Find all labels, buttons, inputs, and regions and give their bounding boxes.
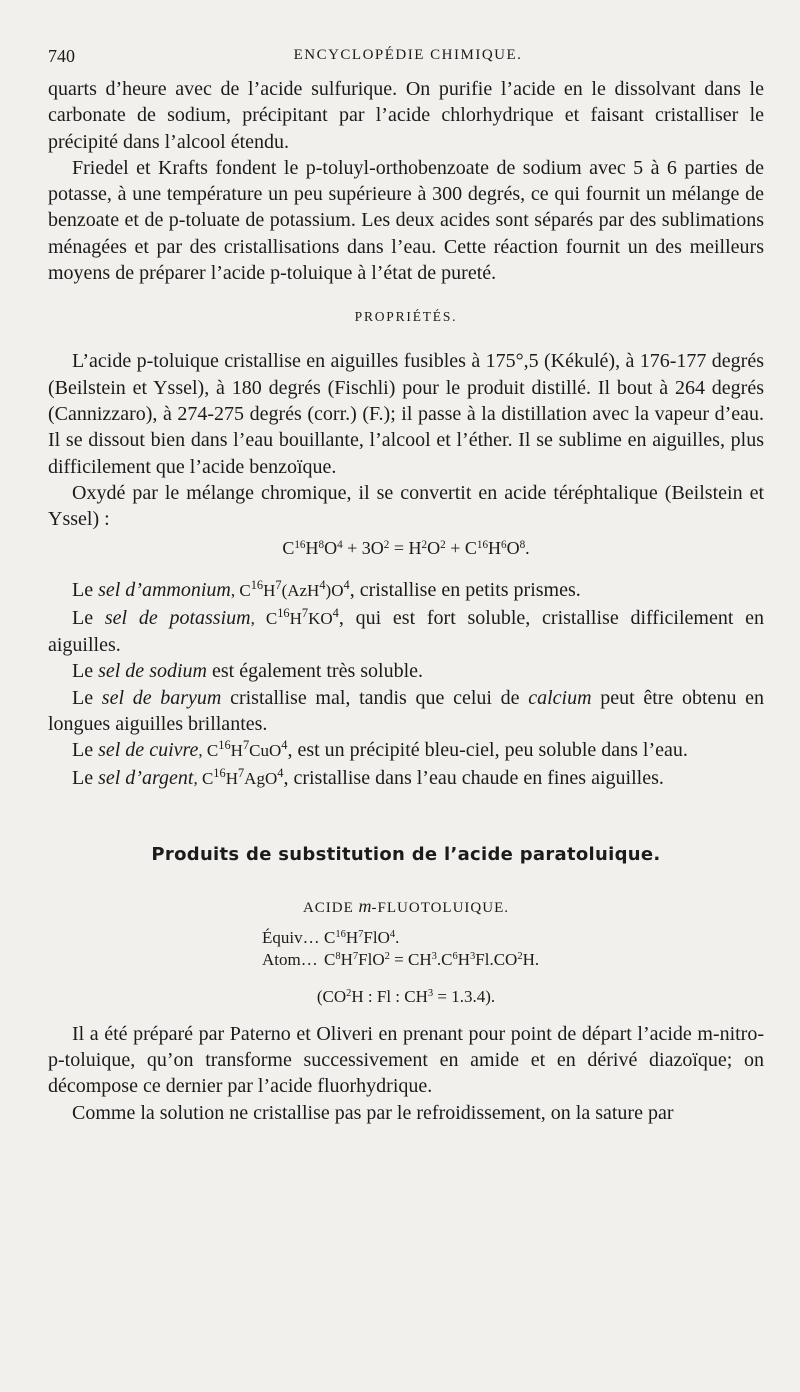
paragraph-sel-argent: Le sel d’argent, $C^{16}H^7AgO^4$, cristallise dans l’eau chaude en fines aiguilles. [72, 765, 664, 789]
paragraph-solution: Comme la solution ne cristallise pas par le refroidissement, on la sature par [72, 1101, 674, 1124]
section-heading-substitution: Produits de substitution de l’acide paratoluique. [151, 843, 661, 865]
text-body [48, 76, 764, 1126]
running-title: ENCYCLOPÉDIE CHIMIQUE. [293, 47, 523, 63]
salt-name: sel de sodium [98, 660, 207, 683]
page-number: 740 [48, 46, 75, 66]
position-ratio: ($CO^2H$ : Fl : $CH^3 = 1.3.4$). [316, 986, 496, 1006]
paragraph-properties: L’acide p-toluique cristallise en aiguilles fusibles à 175°,5 (Kékulé), à 176-177 degrés (Beilstein et Yssel), à 180 degrés (Fischli) pour le produit distillé. Il bout à 264 degrés (Cannizzaro), à 274-275 degrés (corr.) (F.); il passe à la distillation avec la vapeur d’eau. Il se dissout bien dans l’eau bouillante, l’alcool et l’éther. Il se sublime en aiguilles, plus difficilement que l’acide benzoïque. [48, 350, 764, 478]
paragraph-sel-sodium: Le sel de sodium est également très soluble. [72, 660, 424, 683]
paragraph-sel-baryum: Le sel de baryum cristallise mal, tandis que celui de calcium peut être obtenu en longues aiguilles brillantes. [48, 686, 765, 735]
salt-name: sel d’argent [98, 766, 194, 789]
section-heading-proprietes: PROPRIÉTÉS. [354, 309, 458, 325]
paragraph-sel-ammonium: Le sel d’ammonium, $C^{16}H^7(AzH^4)O^4$, cristallise en petits prismes. [72, 578, 581, 602]
running-header [48, 46, 768, 72]
formula-row-atom: Atom… $C^8H^7FlO^2 = CH^3.C^6H^3Fl.CO^2H$. [262, 949, 540, 969]
paragraph-friedel-krafts: Friedel et Krafts fondent le p-toluyl-orthobenzoate de sodium avec 5 à 6 parties de potasse, à une température un peu supérieure à 300 degrés, ce qui fournit un mélange de benzoate et de p-toluate de potassium. Les deux acides sont séparés par des sublimations ménagées et par des cristallisations dans l’eau. Cette réaction fournit un des meilleurs moyens de préparer l’acide p-toluique à l’état de pureté. [48, 156, 764, 285]
paragraph-sel-potassium: Le sel de potassium, $C^{16}H^7KO^4$, qui est fort soluble, cristallise difficilement en aiguilles. [48, 605, 765, 657]
formula-table [262, 927, 764, 971]
paragraph-oxidation: Oxydé par le mélange chromique, il se convertit en acide téréphtalique (Beilstein et Yssel) : [48, 481, 764, 531]
paragraph-sel-cuivre: Le sel de cuivre, $C^{16}H^7CuO^4$, est un précipité bleu-ciel, peu soluble dans l’eau. [72, 738, 688, 762]
salt-name: sel d’ammonium [98, 579, 231, 602]
oxidation-equation: $C^{16}H^8O^4 + 3O^2 = H^2O^2 + C^{16}H^6O^8$. [282, 538, 530, 559]
paragraph-purification: quarts d’heure avec de l’acide sulfurique. On purifie l’acide en le dissolvant dans le carbonate de sodium, précipitant par l’acide chlorhydrique et faisant cristalliser le précipité dans l’alcool étendu. [48, 78, 764, 153]
salt-name: sel de potassium [104, 606, 251, 629]
subheading-fluotoluique: ACIDE m-FLUOTOLUIQUE. [302, 895, 510, 916]
formula-row-equiv: Équiv… $C^{16}H^7FlO^4$. [262, 927, 400, 947]
salt-name-calcium: calcium [528, 686, 592, 709]
paragraph-paterno-oliveri: Il a été préparé par Paterno et Oliveri en prenant pour point de départ l’acide m-nitro-p-toluique, qu’on transforme successivement en amide et en dérivé diazoïque; on décompose ce dernier par l’acide fluorhydrique. [48, 1022, 764, 1098]
salt-name: sel de cuivre [98, 739, 199, 762]
salt-name: sel de baryum [101, 686, 222, 709]
